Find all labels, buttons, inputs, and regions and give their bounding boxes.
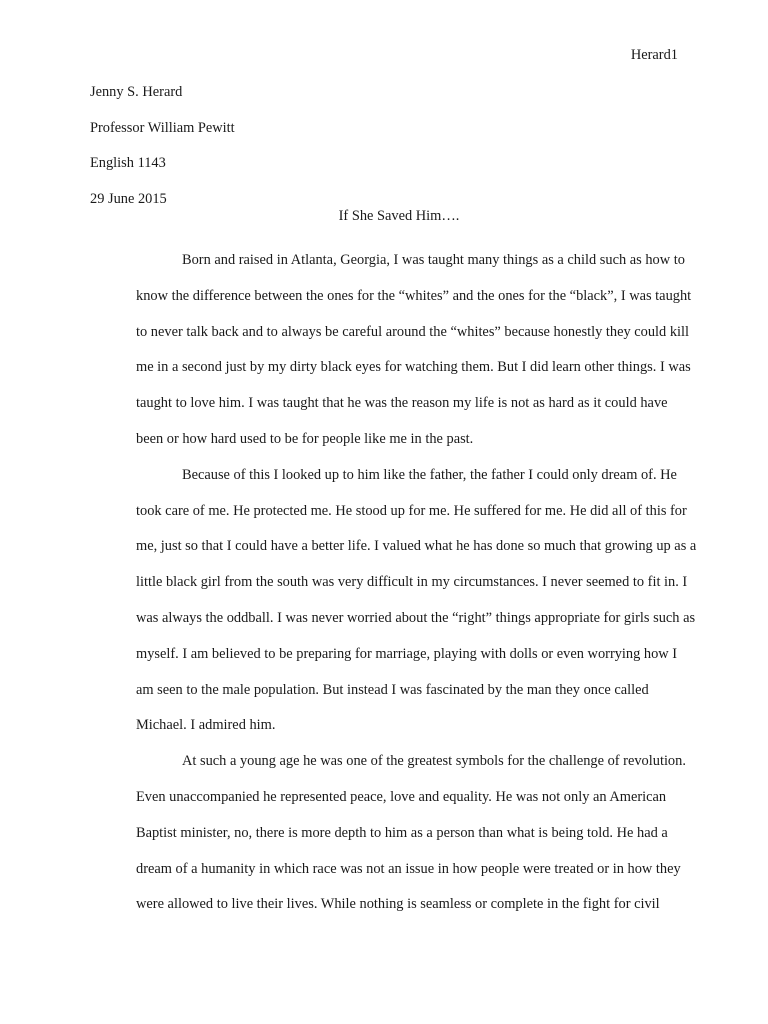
paragraph-2 (90, 465, 697, 751)
paragraph-line: am seen to the male population. But instead I was fascinated by the man they once called (136, 681, 649, 698)
paragraph-3 (90, 751, 686, 930)
paragraph-line: Michael. I admired him. (136, 717, 276, 734)
paragraph-line: taught to love him. I was taught that he was the reason my life is not as hard as it could have (136, 395, 668, 412)
paragraph-line: was always the oddball. I was never worried about the “right” things appropriate for girls such as (136, 609, 696, 626)
date: 29 June 2015 (90, 190, 167, 207)
paragraph-line: me in a second just by my dirty black eyes for watching them. But I did learn other things. I was (136, 359, 691, 376)
paragraph-line: Because of this I looked up to him like the father, the father I could only dream of. He (182, 466, 677, 483)
paragraph-line: myself. I am believed to be preparing for marriage, playing with dolls or even worrying how I (136, 645, 678, 662)
paragraph-line: know the difference between the ones for the “whites” and the ones for the “black”, I was taught (136, 287, 692, 304)
paragraph-line: to never talk back and to always be careful around the “whites” because honestly they could kill (136, 323, 690, 340)
paragraph-line: Born and raised in Atlanta, Georgia, I was taught many things as a child such as how to (182, 252, 685, 268)
paragraph-line: At such a young age he was one of the greatest symbols for the challenge of revolution. (182, 753, 686, 770)
paragraph-line: little black girl from the south was very difficult in my circumstances. I never seemed to fit in. I (136, 574, 688, 591)
course-name: English 1143 (90, 155, 166, 171)
paragraph-line: Even unaccompanied he represented peace, love and equality. He was not only an American (136, 788, 667, 805)
paragraph-line: been or how hard used to be for people like me in the past. (136, 430, 474, 447)
essay-title: If She Saved Him…. (338, 208, 460, 224)
essay-body (90, 250, 697, 930)
paragraph-line: took care of me. He protected me. He stood up for me. He suffered for me. He did all of this for (136, 502, 687, 519)
paragraph-1 (90, 250, 692, 465)
paragraph-line: were allowed to live their lives. While nothing is seamless or complete in the fight for civil (136, 896, 660, 913)
paragraph-line: me, just so that I could have a better life. I valued what he has done so much that growing up as a (136, 538, 697, 555)
paragraph-line: Baptist minister, no, there is more depth to him as a person than what is being told. He had a (136, 824, 668, 841)
author-name: Jenny S. Herard (90, 84, 183, 100)
running-head: Herard1 (630, 47, 678, 63)
mla-heading (90, 82, 680, 224)
paragraph-line: dream of a humanity in which race was not an issue in how people were treated or in how they (136, 860, 681, 877)
professor-name: Professor William Pewitt (90, 119, 235, 136)
